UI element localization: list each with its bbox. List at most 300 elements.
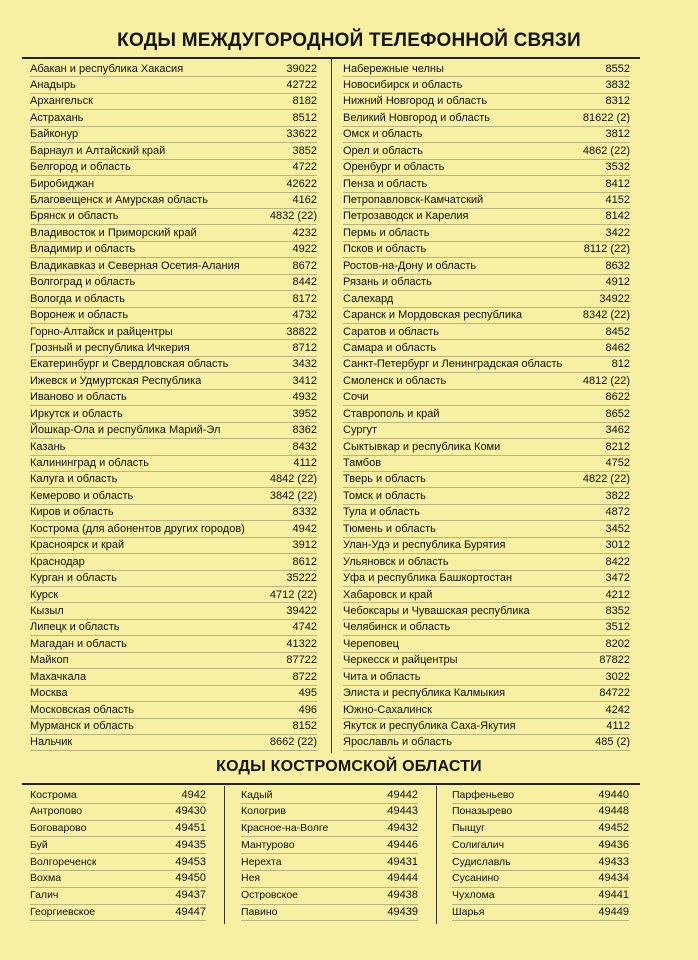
city-name: Сусанино <box>452 872 500 885</box>
city-code: 49433 <box>598 855 629 868</box>
city-name: Томск и область <box>343 489 426 502</box>
city-code: 4942 <box>181 788 206 801</box>
list-item <box>241 871 418 888</box>
city-name: Красное-на-Волге <box>241 822 329 835</box>
city-code: 3852 <box>292 144 317 157</box>
city-name: Пермь и область <box>343 226 430 239</box>
city-name: Мурманск и область <box>30 720 134 732</box>
list-item <box>30 225 317 241</box>
list-item <box>343 242 630 258</box>
city-code: 49440 <box>598 788 629 801</box>
city-code: 8412 <box>605 177 630 190</box>
city-name: Санкт-Петербург и Ленинградская область <box>343 358 563 371</box>
list-item <box>30 61 317 77</box>
region-divider-2 <box>436 786 437 924</box>
list-item <box>343 735 630 751</box>
city-code: 8552 <box>605 62 630 75</box>
city-name: Хабаровск и край <box>343 588 433 601</box>
city-name: Горно-Алтайск и райцентры <box>30 325 173 338</box>
city-code: 3812 <box>605 128 630 141</box>
list-item <box>30 521 317 537</box>
list-item <box>343 61 630 77</box>
city-code: 49448 <box>598 805 629 818</box>
city-name: Воронеж и область <box>30 309 129 322</box>
city-name: Ижевск и Удмуртская Республика <box>30 374 202 387</box>
city-name: Архангельск <box>30 95 93 108</box>
list-item <box>30 636 317 652</box>
city-name: Чебоксары и Чувашская республика <box>343 604 530 617</box>
list-item <box>30 669 317 685</box>
list-item <box>30 94 317 110</box>
city-name: Уфа и республика Башкортостан <box>343 572 513 585</box>
city-name: Островское <box>241 889 299 902</box>
city-name: Великий Новгород и область <box>343 111 491 124</box>
kostroma-list-3 <box>452 787 629 921</box>
list-item <box>343 636 630 652</box>
list-item <box>30 209 317 225</box>
list-item <box>343 94 630 110</box>
list-item <box>343 620 630 636</box>
city-name: Волгореченск <box>30 855 97 868</box>
city-name: Судиславль <box>452 855 511 868</box>
city-name: Владивосток и Приморский край <box>30 226 197 239</box>
city-name: Красноярск и край <box>30 539 125 552</box>
list-item <box>241 821 418 838</box>
list-item <box>241 905 418 922</box>
city-name: Казань <box>30 440 66 453</box>
city-code: 8202 <box>605 637 630 650</box>
city-name: Вологда и область <box>30 292 125 305</box>
kostroma-list-1 <box>30 787 206 921</box>
list-item <box>30 686 317 702</box>
list-item <box>30 653 317 669</box>
city-name: Волгоград и область <box>30 276 136 289</box>
city-code: 49431 <box>387 855 418 868</box>
city-name: Нея <box>241 872 261 885</box>
city-name: Якутск и республика Саха-Якутия <box>343 720 516 732</box>
city-code: 49450 <box>175 872 206 885</box>
intercity-list-right <box>343 61 630 751</box>
city-code: 3912 <box>292 539 317 552</box>
city-code: 8342 (22) <box>582 309 630 322</box>
list-item <box>30 837 206 854</box>
list-item <box>241 854 418 871</box>
city-name: Самара и область <box>343 341 437 354</box>
list-item <box>30 488 317 504</box>
list-item <box>343 291 630 307</box>
city-code: 49447 <box>175 906 206 919</box>
city-code: 4112 <box>606 720 630 732</box>
city-code: 8172 <box>292 292 317 305</box>
city-name: Буй <box>30 838 48 851</box>
city-code: 4712 (22) <box>269 588 317 601</box>
city-code: 8212 <box>605 440 630 453</box>
city-name: Тюмень и область <box>343 522 436 535</box>
city-name: Магадан и область <box>30 637 127 650</box>
list-item <box>30 160 317 176</box>
city-name: Псков и область <box>343 243 427 256</box>
city-code: 87722 <box>286 654 317 667</box>
city-code: 84722 <box>599 687 630 700</box>
list-item <box>452 888 629 905</box>
city-code: 8672 <box>292 259 317 272</box>
city-code: 8652 <box>605 407 630 420</box>
city-name: Пенза и область <box>343 177 428 190</box>
city-code: 4732 <box>292 309 317 322</box>
city-name: Нерехта <box>241 855 282 868</box>
city-code: 3822 <box>605 489 630 502</box>
list-item <box>30 406 317 422</box>
list-item <box>30 804 206 821</box>
city-code: 4862 (22) <box>582 144 630 157</box>
list-item <box>343 538 630 554</box>
list-item <box>30 110 317 126</box>
city-code: 8182 <box>292 95 317 108</box>
city-code: 8722 <box>292 670 317 683</box>
city-name: Боговарово <box>30 822 87 835</box>
list-item <box>343 653 630 669</box>
city-code: 3022 <box>605 670 630 683</box>
city-name: Шарья <box>452 906 485 919</box>
city-code: 4752 <box>605 457 630 469</box>
city-code: 81622 (2) <box>582 111 630 124</box>
city-code: 3952 <box>292 407 317 420</box>
city-code: 49430 <box>175 805 206 818</box>
city-name: Калининград и область <box>30 457 150 469</box>
list-item <box>343 357 630 373</box>
list-item <box>30 291 317 307</box>
city-code: 33622 <box>286 128 317 141</box>
list-item <box>452 871 629 888</box>
list-item <box>343 488 630 504</box>
city-name: Салехард <box>343 292 394 305</box>
city-name: Элиста и республика Калмыкия <box>343 687 506 700</box>
city-code: 49451 <box>175 822 206 835</box>
kostroma-list-2 <box>241 787 418 921</box>
list-item <box>343 340 630 356</box>
list-item <box>241 888 418 905</box>
city-code: 4932 <box>292 391 317 404</box>
city-code: 49449 <box>598 906 629 919</box>
city-code: 8312 <box>605 95 630 108</box>
city-code: 8432 <box>292 440 317 453</box>
list-item <box>30 390 317 406</box>
city-code: 49452 <box>598 822 629 835</box>
list-item <box>343 571 630 587</box>
list-item <box>30 505 317 521</box>
list-item <box>343 77 630 93</box>
city-code: 4842 (22) <box>269 473 317 486</box>
list-item <box>30 357 317 373</box>
city-code: 49438 <box>387 889 418 902</box>
list-item <box>343 143 630 159</box>
city-name: Чита и область <box>343 670 421 683</box>
city-name: Поназырево <box>452 805 513 818</box>
city-name: Киров и область <box>30 506 114 519</box>
city-name: Новосибирск и область <box>343 78 463 91</box>
list-item <box>30 258 317 274</box>
list-item <box>30 571 317 587</box>
city-name: Тула и область <box>343 506 420 519</box>
city-name: Саранск и Мордовская республика <box>343 309 523 322</box>
city-code: 812 <box>611 358 630 371</box>
list-item <box>30 538 317 554</box>
city-name: Барнаул и Алтайский край <box>30 144 166 157</box>
city-name: Нижний Новгород и область <box>343 95 488 108</box>
list-item <box>343 521 630 537</box>
city-code: 8712 <box>292 341 317 354</box>
city-name: Набережные челны <box>343 62 444 75</box>
city-code: 3432 <box>292 358 317 371</box>
list-item <box>30 620 317 636</box>
list-item <box>343 554 630 570</box>
list-item <box>30 871 206 888</box>
city-name: Южно-Сахалинск <box>343 703 432 716</box>
intercity-list-left <box>30 61 317 751</box>
city-code: 8462 <box>605 341 630 354</box>
city-name: Пыщуг <box>452 822 485 835</box>
city-name: Сургут <box>343 424 377 437</box>
city-code: 3472 <box>605 572 630 585</box>
list-item <box>241 804 418 821</box>
city-name: Курск <box>30 588 59 601</box>
list-item <box>452 905 629 922</box>
city-code: 8422 <box>605 555 630 568</box>
city-name: Парфеньево <box>452 788 515 801</box>
city-name: Владикавказ и Северная Осетия-Алания <box>30 259 240 272</box>
city-code: 8362 <box>292 424 317 437</box>
city-name: Иваново и область <box>30 391 127 404</box>
city-code: 4742 <box>292 621 317 634</box>
city-code: 4112 <box>293 457 317 469</box>
city-code: 3512 <box>605 621 630 634</box>
city-code: 49436 <box>598 838 629 851</box>
city-code: 4812 (22) <box>582 374 630 387</box>
list-item <box>30 439 317 455</box>
list-item <box>30 242 317 258</box>
city-name: Московская область <box>30 703 135 716</box>
list-item <box>30 702 317 718</box>
city-code: 87822 <box>599 654 630 667</box>
list-item <box>452 804 629 821</box>
city-code: 34922 <box>599 292 630 305</box>
list-item <box>343 472 630 488</box>
city-code: 8662 (22) <box>269 736 317 749</box>
city-code: 4232 <box>292 226 317 239</box>
city-name: Чухлома <box>452 889 495 902</box>
city-name: Сыктывкар и республика Коми <box>343 440 501 453</box>
city-code: 49444 <box>387 872 418 885</box>
city-code: 8332 <box>292 506 317 519</box>
city-name: Калуга и область <box>30 473 118 486</box>
city-name: Кызыл <box>30 604 64 617</box>
city-name: Улан-Удэ и республика Бурятия <box>343 539 506 552</box>
list-item <box>343 324 630 340</box>
list-item <box>343 209 630 225</box>
city-name: Вохма <box>30 872 62 885</box>
list-item <box>343 176 630 192</box>
city-name: Краснодар <box>30 555 85 568</box>
city-code: 8512 <box>292 111 317 124</box>
city-code: 496 <box>298 703 317 716</box>
list-item <box>343 225 630 241</box>
list-item <box>30 719 317 735</box>
list-item <box>30 888 206 905</box>
list-item <box>343 127 630 143</box>
city-name: Кострома <box>30 788 77 801</box>
list-item <box>30 423 317 439</box>
city-name: Нальчик <box>30 736 73 749</box>
city-name: Челябинск и область <box>343 621 451 634</box>
city-code: 4822 (22) <box>582 473 630 486</box>
city-name: Белгород и область <box>30 161 131 174</box>
city-name: Астрахань <box>30 111 84 124</box>
city-name: Сочи <box>343 391 369 404</box>
city-name: Майкоп <box>30 654 69 667</box>
city-code: 8352 <box>605 604 630 617</box>
city-code: 49443 <box>387 805 418 818</box>
list-item <box>343 275 630 291</box>
city-name: Брянск и область <box>30 210 119 223</box>
list-item <box>343 193 630 209</box>
list-item <box>343 587 630 603</box>
list-item <box>30 340 317 356</box>
city-code: 49437 <box>175 889 206 902</box>
list-item <box>343 603 630 619</box>
city-code: 4832 (22) <box>269 210 317 223</box>
city-name: Смоленск и область <box>343 374 447 387</box>
list-item <box>452 854 629 871</box>
list-item <box>30 275 317 291</box>
list-item <box>343 406 630 422</box>
city-code: 4242 <box>605 703 630 716</box>
city-code: 3452 <box>605 522 630 535</box>
city-name: Екатеринбург и Свердловская область <box>30 358 229 371</box>
list-item <box>30 308 317 324</box>
list-item <box>30 735 317 751</box>
list-item <box>30 143 317 159</box>
city-name: Солигалич <box>452 838 505 851</box>
column-divider <box>331 59 332 753</box>
list-item <box>30 77 317 93</box>
list-item <box>30 324 317 340</box>
city-name: Абакан и республика Хакасия <box>30 62 184 75</box>
city-name: Кемерово и область <box>30 489 134 502</box>
list-item <box>343 456 630 472</box>
list-item <box>30 554 317 570</box>
city-code: 3532 <box>605 161 630 174</box>
city-name: Череповец <box>343 637 399 650</box>
city-code: 4152 <box>605 194 630 206</box>
list-item <box>30 373 317 389</box>
city-code: 42722 <box>286 78 317 91</box>
city-code: 3842 (22) <box>269 489 317 502</box>
city-name: Черкесск и райцентры <box>343 654 458 667</box>
city-name: Галич <box>30 889 59 902</box>
city-name: Йошкар-Ола и республика Марий-Эл <box>30 424 221 437</box>
city-code: 3012 <box>605 539 630 552</box>
city-code: 4912 <box>605 276 630 289</box>
city-code: 8612 <box>292 555 317 568</box>
city-code: 485 (2) <box>595 736 630 749</box>
city-code: 49439 <box>387 906 418 919</box>
list-item <box>30 787 206 804</box>
city-code: 3422 <box>605 226 630 239</box>
city-code: 3832 <box>605 78 630 91</box>
city-code: 8112 (22) <box>583 243 630 256</box>
list-item <box>30 854 206 871</box>
city-code: 4922 <box>292 243 317 256</box>
city-name: Кострома (для абонентов других городов) <box>30 522 245 535</box>
city-name: Махачкала <box>30 670 87 683</box>
city-code: 35222 <box>286 572 317 585</box>
list-item <box>343 439 630 455</box>
list-item <box>452 787 629 804</box>
list-item <box>30 821 206 838</box>
city-name: Петропавловск-Камчатский <box>343 194 484 206</box>
list-item <box>343 373 630 389</box>
city-code: 42622 <box>286 177 317 190</box>
city-name: Ростов-на-Дону и область <box>343 259 477 272</box>
city-name: Оренбург и область <box>343 161 445 174</box>
list-item <box>30 905 206 922</box>
list-item <box>241 787 418 804</box>
list-item <box>30 127 317 143</box>
list-item <box>343 686 630 702</box>
city-name: Грозный и республика Ичкерия <box>30 341 190 354</box>
city-code: 8622 <box>605 391 630 404</box>
list-item <box>30 587 317 603</box>
city-name: Петрозаводск и Карелия <box>343 210 469 223</box>
city-code: 49435 <box>175 838 206 851</box>
city-code: 3412 <box>292 374 317 387</box>
city-name: Курган и область <box>30 572 117 585</box>
region-title: КОДЫ КОСТРОМСКОЙ ОБЛАСТИ <box>216 758 482 775</box>
list-item <box>343 160 630 176</box>
list-item <box>343 423 630 439</box>
city-code: 4722 <box>292 161 317 174</box>
city-name: Иркутск и область <box>30 407 123 420</box>
list-item <box>343 505 630 521</box>
list-item <box>343 110 630 126</box>
city-name: Липецк и область <box>30 621 120 634</box>
city-name: Павино <box>241 906 278 919</box>
city-code: 39022 <box>286 62 317 75</box>
city-name: Кологрив <box>241 805 286 818</box>
city-code: 49441 <box>598 889 629 902</box>
city-name: Благовещенск и Амурская область <box>30 194 208 206</box>
city-code: 49432 <box>387 822 418 835</box>
page-title: КОДЫ МЕЖДУГОРОДНОЙ ТЕЛЕФОННОЙ СВЯЗИ <box>117 30 581 51</box>
city-name: Омск и область <box>343 128 423 141</box>
city-name: Георгиевское <box>30 906 96 919</box>
list-item <box>452 837 629 854</box>
city-code: 49442 <box>387 788 418 801</box>
list-item <box>30 603 317 619</box>
list-item <box>343 308 630 324</box>
city-code: 8452 <box>605 325 630 338</box>
city-name: Орел и область <box>343 144 423 157</box>
city-code: 4942 <box>292 522 317 535</box>
list-item <box>241 837 418 854</box>
city-code: 4212 <box>605 588 630 601</box>
city-code: 8632 <box>605 259 630 272</box>
region-title-rule <box>22 783 640 785</box>
city-name: Саратов и область <box>343 325 440 338</box>
list-item <box>343 258 630 274</box>
list-item <box>30 176 317 192</box>
city-name: Анадырь <box>30 78 76 91</box>
